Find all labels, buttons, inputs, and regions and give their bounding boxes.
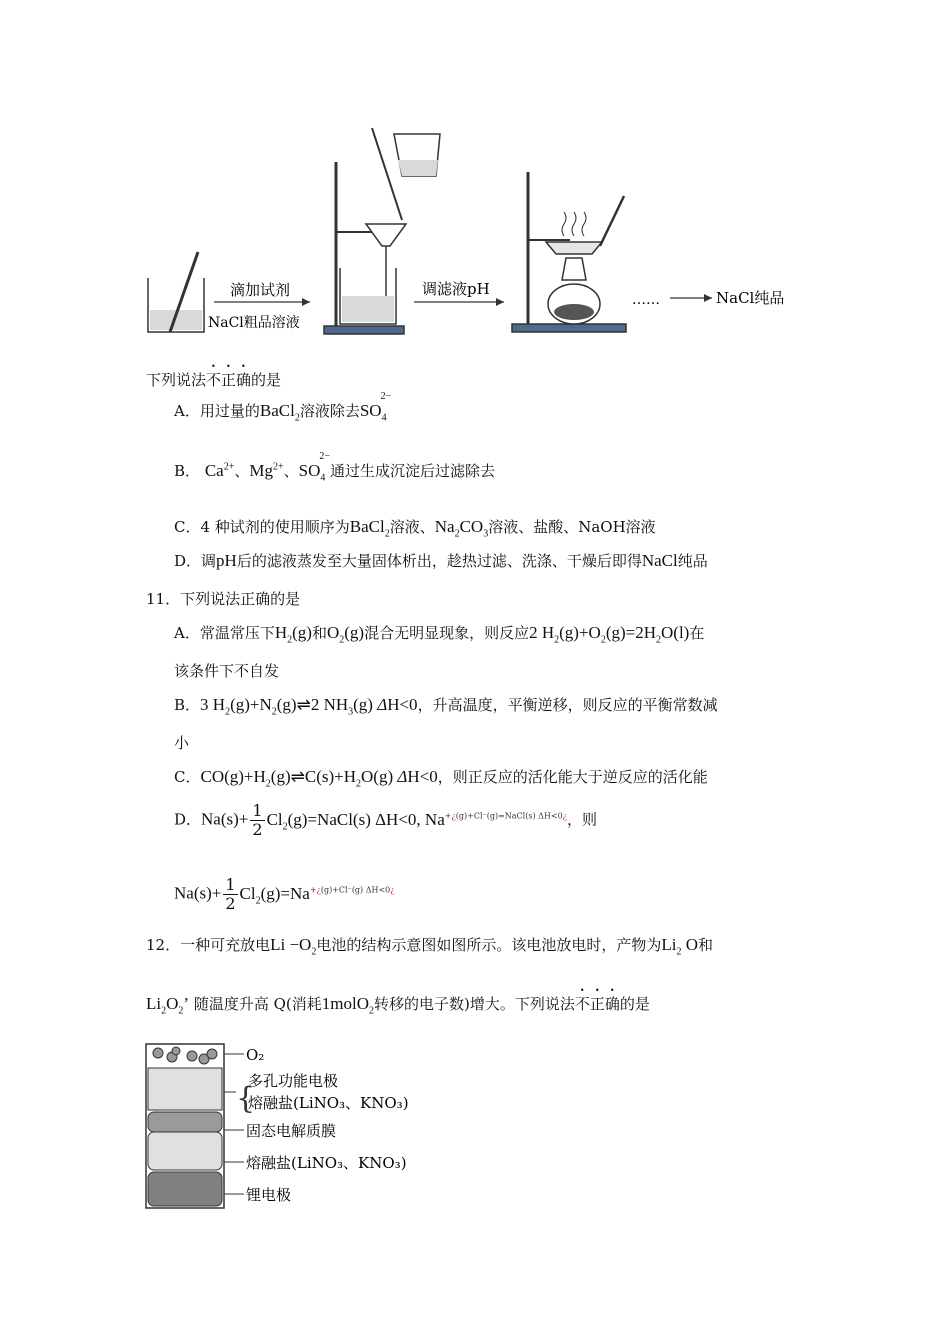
step2-label: 调滤液pH bbox=[422, 280, 490, 298]
q12-stem-line1: 12．一种可充放电$Li -O_2$电池的结构示意图如图所示。该电池放电时，产物为$Li_2$ O和 bbox=[146, 935, 714, 958]
q11-option-d: D．Na(s)+ $\frac{1}{2}$ $Cl_2(g)=NaCl(s)$ ΔH<0, $Na^{+¿(g)+Cl^-(g)=NaCl(s) \Delta H<0¿}$，则 bbox=[174, 801, 597, 839]
evaporation-apparatus bbox=[512, 172, 626, 332]
q11-option-a-cont: 该条件下不自发 bbox=[174, 662, 280, 680]
label-porous-electrode: 多孔功能电极 bbox=[248, 1072, 339, 1090]
q10-option-c: C．4 种试剂的使用顺序为BaCl$_2$溶液、$Na_2CO_3$溶液、盐酸、NaOH溶液 bbox=[174, 517, 656, 540]
beaker-crude-nacl bbox=[148, 252, 204, 332]
apparatus-diagram bbox=[140, 120, 800, 340]
q10-option-b: B． $Ca^{2+}$、$Mg^{2+}$、$SO_4^{2-}$通过生成沉淀后过滤除去 bbox=[174, 451, 496, 484]
q10-option-d: D．调pH后的滤液蒸发至大量固体析出，趁热过滤、洗涤、干燥后即得NaCl纯品 bbox=[174, 551, 708, 570]
lithium-electrode bbox=[148, 1172, 222, 1206]
q11-option-b: B．3 $H_2(g)+N_2(g)\rightleftharpoons 2$ $NH_3(g)$ ΔH<0，升高温度，平衡逆移，则反应的平衡常数减 bbox=[174, 695, 718, 718]
battery-structure-diagram bbox=[140, 1040, 440, 1212]
label-o2: O₂ bbox=[246, 1046, 265, 1064]
product-label: NaCl纯品 bbox=[716, 289, 785, 307]
emphasis-not-correct: 不正确 bbox=[574, 995, 620, 1013]
q10-option-a: A．用过量的BaCl$_2$溶液除去$SO_4^{2-}$ bbox=[174, 391, 392, 424]
label-molten-salt-2: 熔融盐(LiNO₃、KNO₃) bbox=[246, 1154, 407, 1172]
q11-option-b-cont: 小 bbox=[174, 734, 190, 752]
solid-electrolyte-membrane bbox=[148, 1112, 222, 1132]
q10-stem: 下列说法不正确的是 bbox=[146, 371, 282, 389]
q11-option-d-cont: Na(s)+ $\frac{1}{2}$ $Cl_2(g)=Na^{+¿(g)+Cl^-(g) \Delta H<0¿}$ bbox=[174, 875, 395, 913]
ellipsis: …… bbox=[632, 292, 660, 308]
label-molten-salt-1: 熔融盐(LiNO₃、KNO₃) bbox=[248, 1094, 409, 1112]
q11-stem: 11．下列说法正确的是 bbox=[146, 590, 301, 608]
q11-option-a: A．常温常压下$H_2(g)$和$O_2(g)$混合无明显现象，则反应2 $H_2(g)+O_2(g)=2H_2O(l)$在 bbox=[174, 623, 705, 646]
emphasis-not-correct: 不正确 bbox=[206, 371, 252, 389]
step1-label: 滴加试剂 bbox=[230, 281, 291, 299]
label-membrane: 固态电解质膜 bbox=[246, 1122, 337, 1140]
label-lithium-electrode: 锂电极 bbox=[246, 1186, 292, 1204]
brace: { bbox=[236, 1081, 256, 1116]
q11-option-c: C．$CO(g)+H_2(g)\rightleftharpoons C(s)+H_2O(g)$ ΔH<0，则正反应的活化能大于逆反应的活化能 bbox=[174, 767, 708, 790]
filtration-apparatus bbox=[324, 128, 440, 334]
q12-stem-line2: $Li_2O_2$’ 随温度升高 Q(消耗1molO$_2$转移的电子数)增大。下列说法不正确的是 bbox=[146, 994, 650, 1017]
porous-electrode bbox=[148, 1068, 222, 1110]
molten-salt-layer bbox=[148, 1132, 222, 1170]
beaker-label: NaCl粗品溶液 bbox=[208, 315, 300, 331]
